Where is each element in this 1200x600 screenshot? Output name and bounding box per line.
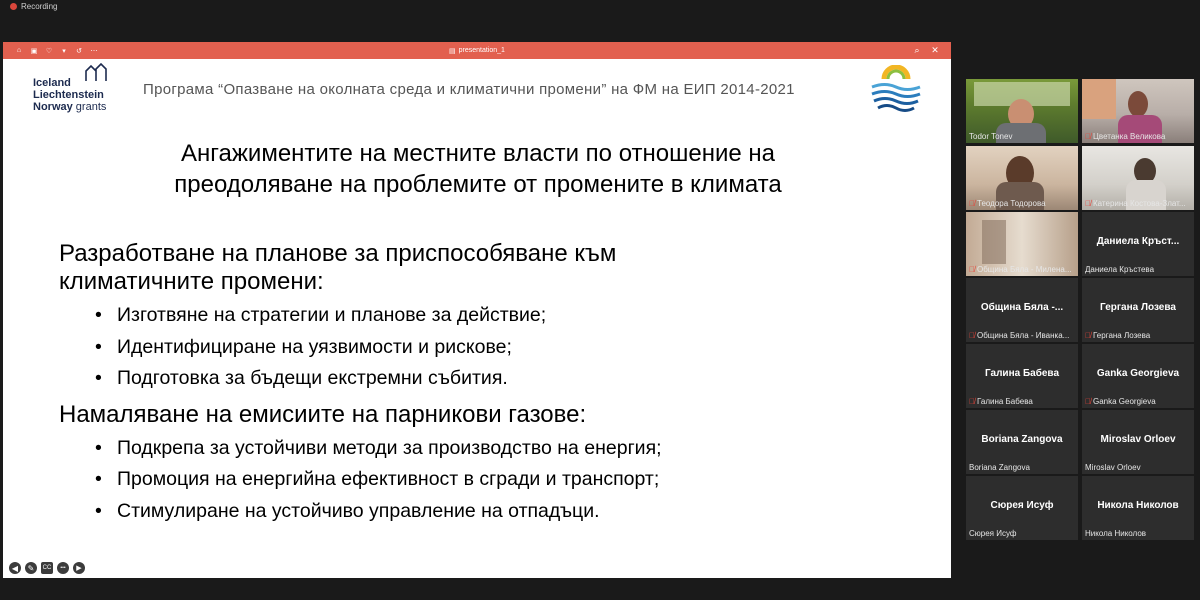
participant-name-text: Община Бяла - Иванка... bbox=[977, 331, 1070, 340]
slide-title-line-1: Ангажиментите на местните власти по отношение на bbox=[181, 140, 775, 167]
bullet-text: Идентифициране на уязвимости и рискове; bbox=[117, 335, 512, 358]
forward-arrow-icon[interactable]: ▶ bbox=[73, 562, 85, 574]
participant-center-name: Boriana Zangova bbox=[981, 434, 1063, 445]
participant-name bbox=[1085, 463, 1141, 472]
logo-norway: Norway bbox=[33, 101, 73, 113]
participant-name-text: Boriana Zangova bbox=[969, 463, 1030, 472]
program-header: Програма “Опазване на околната среда и климатични промени” на ФМ на ЕИП 2014-2021 bbox=[143, 81, 795, 98]
favorite-icon[interactable]: ♡ bbox=[45, 47, 53, 55]
captions-icon[interactable]: CC bbox=[41, 562, 53, 574]
bullet-item bbox=[59, 464, 919, 496]
participant-name-text: Miroslav Orloev bbox=[1085, 463, 1141, 472]
participant-name-text: Гергана Лозева bbox=[1093, 331, 1151, 340]
grants-logo-icon bbox=[84, 63, 108, 83]
section-heading-line: Разработване на планове за приспособяване към bbox=[59, 240, 617, 267]
bullet-item bbox=[59, 363, 919, 395]
participant-name bbox=[1085, 132, 1165, 141]
recording-dot-icon bbox=[10, 3, 17, 10]
participant-name bbox=[969, 265, 1072, 274]
participant-center-name: Община Бяла -... bbox=[980, 302, 1064, 313]
logo-line-2: Liechtenstein bbox=[33, 89, 104, 101]
participant-name bbox=[969, 331, 1069, 340]
section-heading-line: Намаляване на емисиите на парникови газове: bbox=[59, 400, 587, 428]
home-icon[interactable]: ⌂ bbox=[16, 47, 22, 54]
bullet-text: Подготовка за бъдещи екстремни събития. bbox=[117, 367, 508, 389]
participant-name bbox=[1085, 331, 1150, 340]
participant-name-text: Никола Николов bbox=[1085, 529, 1147, 538]
slide bbox=[3, 59, 951, 578]
pen-icon[interactable]: ✎ bbox=[25, 562, 37, 574]
slide-body bbox=[59, 240, 919, 533]
bullet-text: Промоция на енергийна ефективност в сгради и транспорт; bbox=[117, 468, 660, 490]
participant-center-name: Даниела Кръст... bbox=[1096, 236, 1180, 247]
slide-title-line-2: преодоляване на проблемите от промените в климата bbox=[174, 171, 782, 198]
logo-line-3 bbox=[33, 101, 106, 113]
file-icon: ▤ bbox=[449, 47, 456, 55]
more-icon[interactable]: ••• bbox=[57, 562, 69, 574]
bullet-text: Подкрепа за устойчиви методи за производство на енергия; bbox=[117, 436, 662, 459]
bullet-item bbox=[59, 300, 919, 332]
close-icon[interactable]: ✕ bbox=[931, 45, 939, 55]
participant-name-text: Община Бяла - Милена... bbox=[977, 265, 1072, 274]
emissions-bullet-list bbox=[59, 433, 919, 528]
participant-center-name: Сюрея Исуф bbox=[990, 500, 1054, 511]
participant-tile[interactable] bbox=[1082, 278, 1194, 342]
window-title bbox=[3, 42, 951, 59]
participant-name-text: Даниела Кръстева bbox=[1085, 265, 1155, 274]
bullet-item bbox=[59, 332, 919, 364]
participant-center-name: Miroslav Orloev bbox=[1100, 434, 1176, 445]
section-heading-adaptation bbox=[59, 240, 919, 296]
recording-indicator bbox=[0, 0, 57, 12]
participant-tile[interactable] bbox=[1082, 146, 1194, 210]
logo-line-1: Iceland bbox=[33, 77, 71, 89]
participant-name bbox=[969, 463, 1030, 472]
mic-muted-icon: 🎙̸ bbox=[1085, 331, 1091, 340]
participant-name bbox=[1085, 199, 1186, 208]
bullet-text: Изготвяне на стратегии и планове за действие; bbox=[117, 304, 547, 326]
recording-label: Recording bbox=[21, 1, 58, 11]
participant-center-name: Гергана Лозева bbox=[1100, 302, 1176, 313]
presentation-toolbar bbox=[9, 562, 85, 574]
logo-grants: grants bbox=[72, 101, 107, 113]
participant-tile[interactable] bbox=[1082, 410, 1194, 474]
participant-tile[interactable] bbox=[1082, 79, 1194, 143]
participant-tile[interactable] bbox=[1082, 344, 1194, 408]
bullet-item bbox=[59, 496, 919, 528]
participant-name bbox=[1085, 265, 1154, 274]
participant-name bbox=[969, 397, 1033, 406]
participant-name bbox=[969, 132, 1012, 141]
mic-muted-icon: 🎙̸ bbox=[969, 199, 975, 208]
mic-muted-icon: 🎙̸ bbox=[969, 265, 975, 274]
environment-program-logo-icon bbox=[867, 65, 925, 119]
save-icon[interactable]: ▣ bbox=[30, 47, 38, 55]
participant-name-text: Галина Бабева bbox=[977, 397, 1033, 406]
bullet-dot-icon: • bbox=[95, 335, 102, 358]
participant-name-text: Ganka Georgieva bbox=[1093, 397, 1156, 406]
presentation-window bbox=[3, 42, 951, 578]
participant-tile[interactable] bbox=[966, 476, 1078, 540]
bullet-dot-icon: • bbox=[95, 468, 102, 490]
participant-tile[interactable] bbox=[966, 344, 1078, 408]
window-titlebar bbox=[3, 42, 951, 59]
participant-name-text: Цветанка Великова bbox=[1093, 132, 1166, 141]
participant-name-text: Todor Tonev bbox=[969, 132, 1013, 141]
bullet-dot-icon: • bbox=[95, 499, 102, 522]
mic-muted-icon: 🎙̸ bbox=[1085, 397, 1091, 406]
window-title-text: presentation_1 bbox=[458, 47, 505, 54]
participant-tile[interactable] bbox=[966, 410, 1078, 474]
bullet-item bbox=[59, 433, 919, 465]
section-heading-line: климатичните промени: bbox=[59, 268, 324, 295]
participant-center-name: Галина Бабева bbox=[984, 368, 1060, 379]
undo-icon[interactable]: ↺ bbox=[76, 47, 82, 55]
bullet-dot-icon: • bbox=[95, 436, 102, 459]
back-arrow-icon[interactable]: ◀ bbox=[9, 562, 21, 574]
participant-name-text: Катерина Костова-Злат... bbox=[1093, 199, 1186, 208]
participant-tile[interactable] bbox=[966, 278, 1078, 342]
bullet-dot-icon: • bbox=[95, 367, 102, 389]
participant-tile[interactable] bbox=[1082, 212, 1194, 276]
participant-tile[interactable] bbox=[966, 212, 1078, 276]
eea-grants-logo bbox=[33, 65, 106, 113]
mic-muted-icon: 🎙̸ bbox=[969, 331, 975, 340]
mic-muted-icon: 🎙̸ bbox=[1085, 132, 1091, 141]
bullet-text: Стимулиране на устойчиво управление на отпадъци. bbox=[117, 499, 600, 522]
participant-name bbox=[969, 199, 1046, 208]
participant-name-text: Сюрея Исуф bbox=[969, 529, 1017, 538]
dropdown-icon[interactable]: ▾ bbox=[62, 47, 66, 55]
mic-muted-icon: 🎙̸ bbox=[1085, 199, 1091, 208]
titlebar-right-actions bbox=[913, 42, 939, 59]
participant-center-name: Ganka Georgieva bbox=[1096, 368, 1180, 379]
mic-muted-icon: 🎙̸ bbox=[969, 397, 975, 406]
participant-tile[interactable] bbox=[966, 79, 1078, 143]
participant-tile[interactable] bbox=[1082, 476, 1194, 540]
bullet-dot-icon: • bbox=[95, 304, 102, 326]
participant-center-name: Никола Николов bbox=[1097, 500, 1179, 511]
participant-name bbox=[1085, 529, 1146, 538]
participant-name bbox=[969, 529, 1016, 538]
slide-title bbox=[63, 138, 893, 200]
search-icon[interactable]: ⌕ bbox=[914, 45, 920, 55]
participant-tile[interactable] bbox=[966, 146, 1078, 210]
adaptation-bullet-list bbox=[59, 300, 919, 395]
section-heading-emissions bbox=[59, 401, 919, 429]
participant-name bbox=[1085, 397, 1156, 406]
more-icon[interactable]: ⋯ bbox=[90, 47, 98, 55]
participant-name-text: Теодора Тодорова bbox=[977, 199, 1046, 208]
